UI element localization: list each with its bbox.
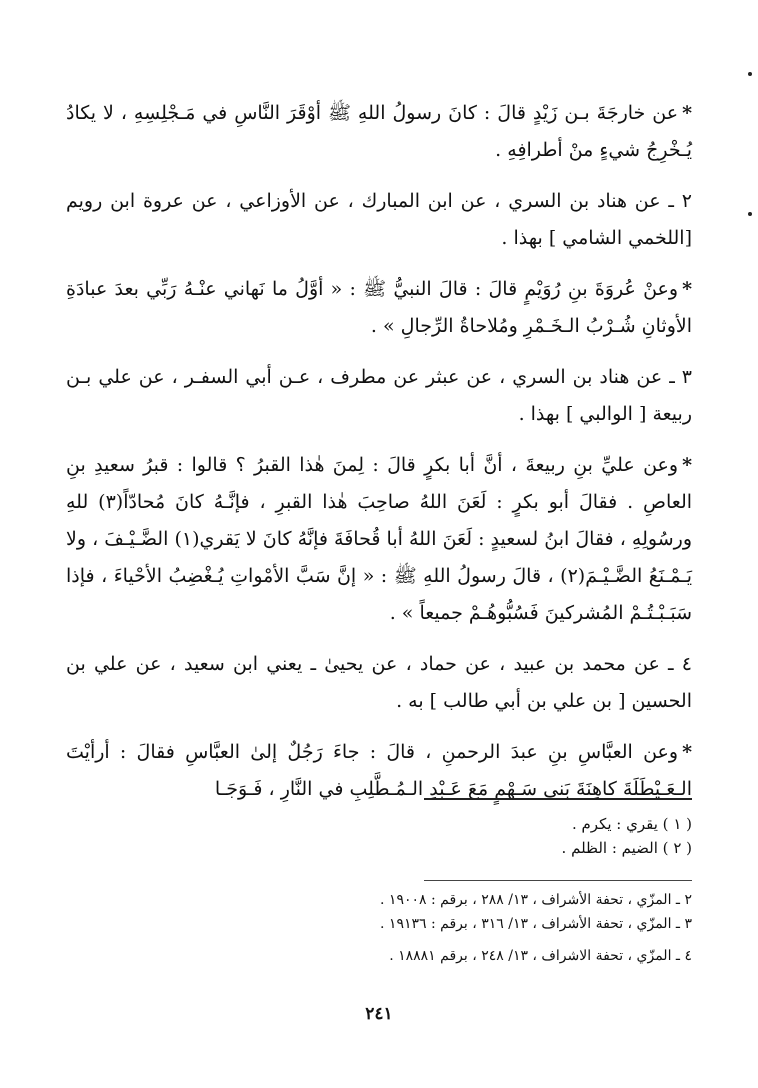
footnote: ( ٢ ) الضيم : الظلم . <box>561 839 692 857</box>
page-number: ٢٤١ <box>365 1004 393 1024</box>
hadith-paragraph <box>66 734 692 808</box>
hadith-paragraph <box>66 447 692 632</box>
paragraph-text: ٤ ـ عن محمد بن عبيد ، عن حماد ، عن يحيىٰ ـ يعني ابن سعيد ، عن علي بن الحسين [ بن علي بن أبي طالب ] به . <box>66 653 692 712</box>
star-marker: * <box>682 454 692 476</box>
paragraph-text: ٣ ـ عن هناد بن السري ، عن عبثر عن مطرف ، عـن أبي السفـر ، عن علي بـن ربيعة [ الوالبي ] بهذا . <box>66 366 692 425</box>
paragraph-text: وعن العبَّاسِ بنِ عبدَ الرحمنِ ، قالَ : جاءَ رَجُلٌ إلىٰ العبَّاسِ فقالَ : أرأيْتَ الـعَـيْطَلَةَ كاهِنَةَ بَني سَـهْمٍ مَعَ عَـبْدِ الـمُـطَّلِبِ في النَّارِ ، فَـوَجَـا <box>66 741 692 800</box>
paragraph-text: وعنْ عُروَةَ بنِ رُوَيْمٍ قالَ : قالَ النبيُّ ﷺ : « أوَّلُ ما نَهاني عنْـهُ رَبِّي بعدَ عبادَةِ الأوثانِ شُـرْبُ الـخَـمْرِ ومُلاحاةُ الرِّجالِ » . <box>66 278 692 337</box>
reference-divider <box>424 880 692 881</box>
main-text <box>66 95 692 822</box>
reference: ٢ ـ المزّي ، تحفة الأشراف ، ١٣/ ٢٨٨ ، برقم : ١٩٠٠٨ . <box>380 892 692 908</box>
paragraph-text: عن خارجَةَ بـن زَيْدٍ قالَ : كانَ رسولُ اللهِ ﷺ أوْقَرَ النَّاسِ في مَـجْلِسِهِ ، لا يكادُ يُـخْرِجُ شيءٍ منْ أطرافِهِ . <box>66 102 692 161</box>
chain-paragraph <box>66 359 692 433</box>
chain-paragraph <box>66 183 692 257</box>
paragraph-text: وعن عليِّ بنِ ربيعةَ ، أنَّ أبا بكرٍ قالَ : لِمنَ هٰذا القبرُ ؟ قالوا : قبرُ سعيدِ بنِ العاصِ . فقالَ أبو بكرٍ : لَعَنَ اللهُ صاحِبَ هٰذا القبرِ ، فإنَّـهُ كانَ مُحادّاً(٣) للهِ ورسُولِهِ ، فقالَ ابنُ لسعيدٍ : لَعَنَ اللهُ أبا قُحافَةَ فإنَّهُ كانَ لا يَقري(١) الضَّـيْـفَ ، ولا يَـمْـنَعُ الضَّـيْـمَ(٢) ، قالَ رسولُ اللهِ ﷺ : « إنَّ سَبَّ الأمْواتِ يُـغْضِبُ الأحْياءَ ، فإذا سَبَـبْـتُـمْ المُشركينَ فَسُبُّوهُـمْ جميعاً » . <box>66 454 693 624</box>
footnote: ( ١ ) يقري : يكرم . <box>571 815 692 833</box>
footnotes <box>66 812 692 860</box>
star-marker: * <box>682 278 692 300</box>
hadith-paragraph <box>66 95 692 169</box>
margin-mark <box>748 72 752 76</box>
footnote-divider <box>424 798 692 800</box>
paragraph-text: ٢ ـ عن هناد بن السري ، عن ابن المبارك ، عن الأوزاعي ، عن عروة ابن رويم [اللخمي الشامي ] بهذا . <box>66 190 692 249</box>
star-marker: * <box>682 741 692 763</box>
reference: ٤ ـ المزّي ، تحفة الاشراف ، ١٣/ ٢٤٨ ، برقم ١٨٨٨١ . <box>389 948 692 964</box>
margin-mark <box>748 212 752 216</box>
reference: ٣ ـ المزّي ، تحفة الأشراف ، ١٣/ ٣١٦ ، برقم : ١٩١٣٦ . <box>380 916 692 932</box>
hadith-paragraph <box>66 271 692 345</box>
references <box>66 888 692 968</box>
chain-paragraph <box>66 646 692 720</box>
star-marker: * <box>682 102 692 124</box>
